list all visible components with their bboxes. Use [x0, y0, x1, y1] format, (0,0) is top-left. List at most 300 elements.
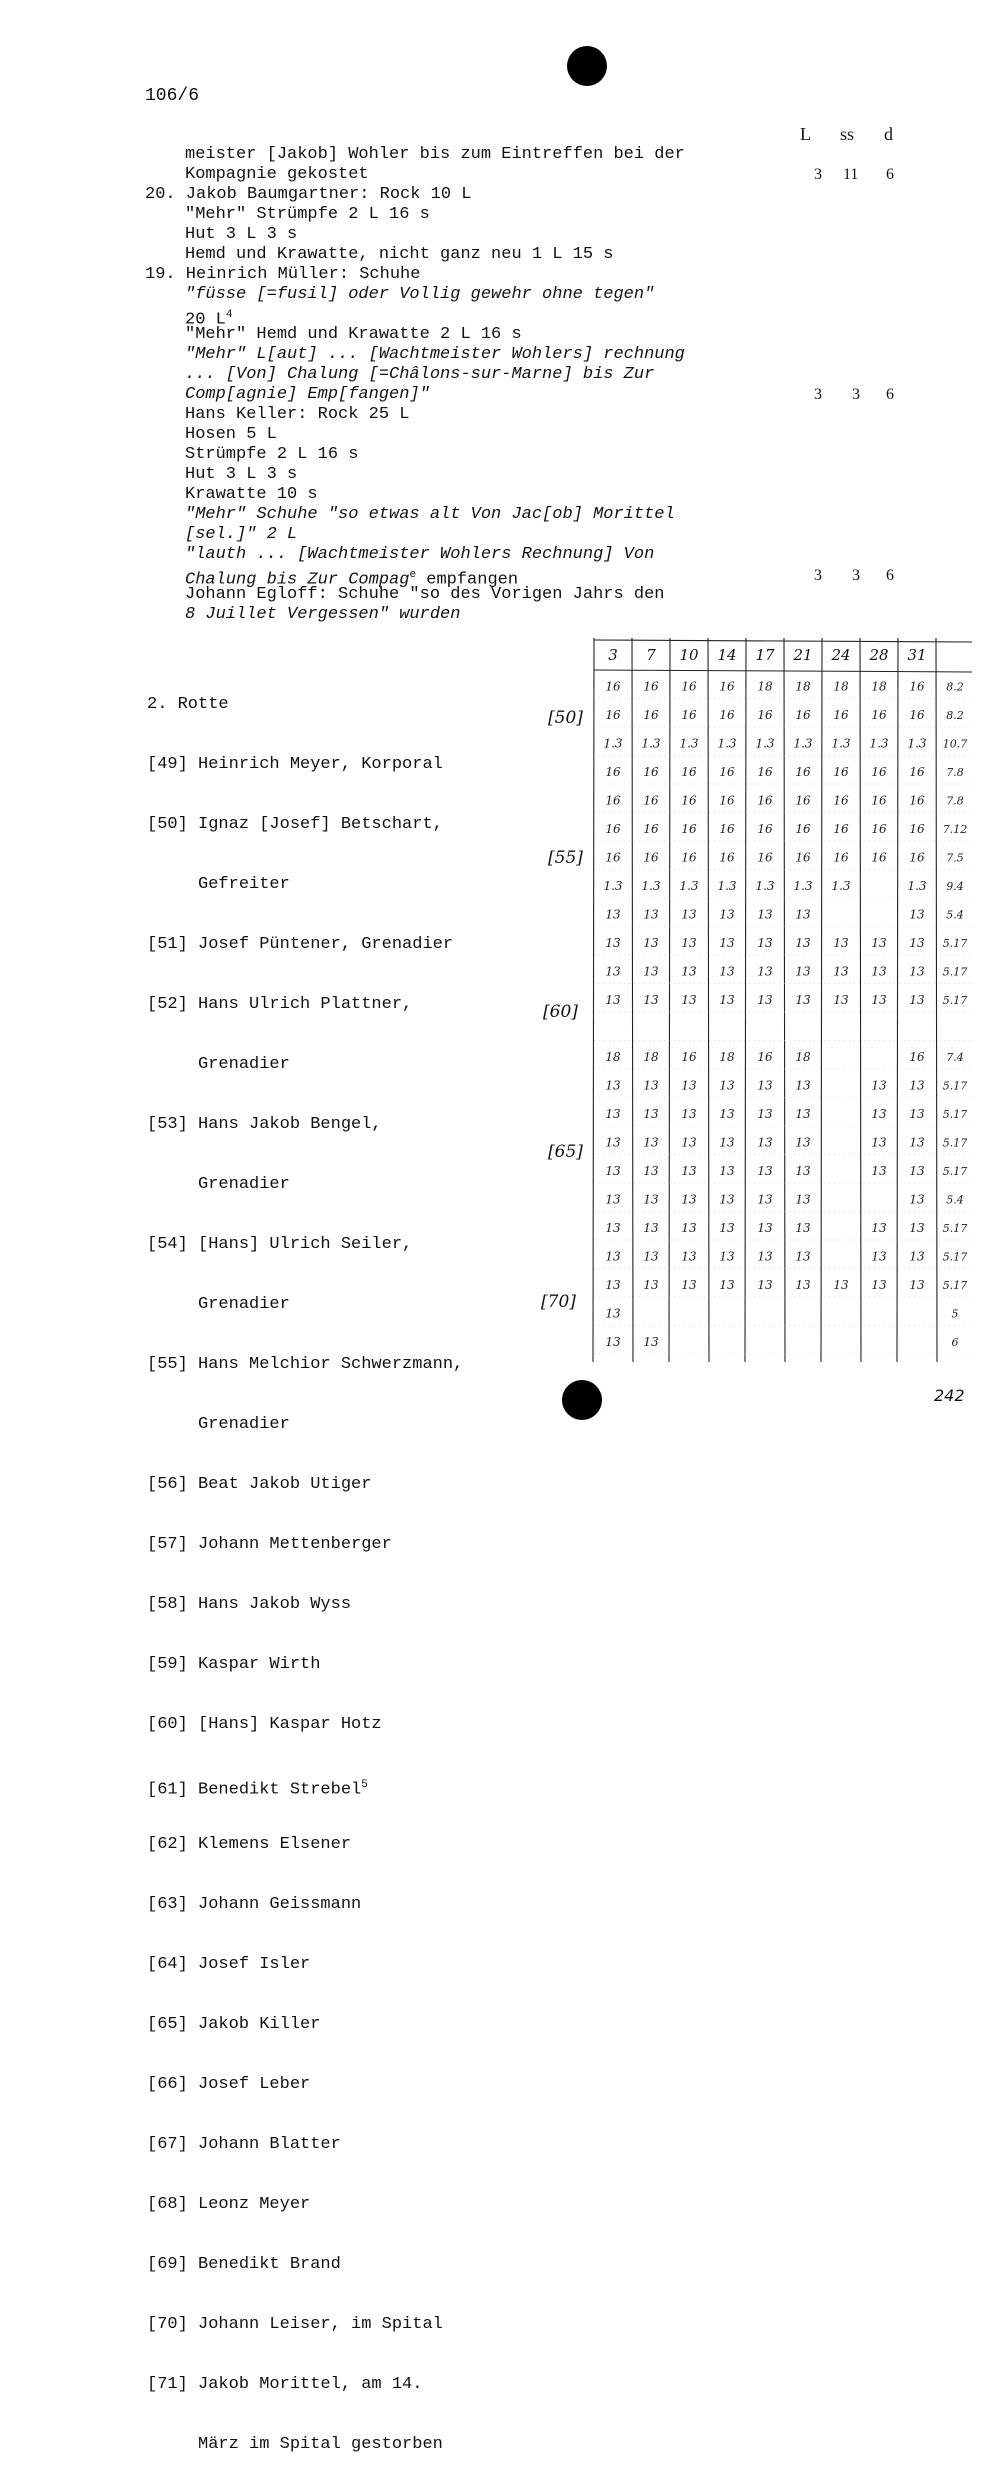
entry-line: 19. Heinrich Müller: Schuhe	[145, 265, 421, 284]
ledger-cell: 13	[719, 1221, 735, 1236]
punch-hole-bottom	[562, 1380, 602, 1420]
ledger-cell: 7.4	[946, 1051, 964, 1065]
roster-line: [49] Heinrich Meyer, Korporal	[147, 755, 443, 774]
entry-line: Hut 3 L 3 s	[185, 465, 298, 484]
roster-line: [63] Johann Geissmann	[147, 1895, 362, 1914]
ledger-cell: 13	[643, 1221, 659, 1236]
ledger-cell: 13	[681, 964, 697, 979]
ledger-cell: 16	[605, 822, 621, 837]
ledger-cell: 16	[643, 793, 659, 808]
margin-mark: [65]	[548, 1142, 583, 1162]
ledger-cell: 1.3	[603, 736, 623, 751]
roster-line: [59] Kaspar Wirth	[147, 1655, 321, 1674]
ledger-cell: 13	[909, 964, 925, 979]
ledger-cell: 13	[871, 936, 887, 951]
ledger-cell: 16	[833, 822, 849, 837]
entry-line: Hosen 5 L	[185, 425, 277, 444]
ledger-cell: 13	[643, 993, 659, 1008]
footnote-marker: 5	[361, 1779, 368, 1791]
ledger-cell: 13	[605, 1107, 621, 1122]
ledger-cell: 13	[795, 1135, 811, 1150]
entry-text-suffix: empfangen	[416, 570, 519, 590]
ledger-cell: 13	[795, 964, 811, 979]
ledger-cell: 13	[909, 1192, 925, 1207]
ledger-cell: 1.3	[603, 879, 623, 894]
ledger-cell: 16	[909, 793, 925, 808]
ledger-cell: 16	[719, 765, 735, 780]
ledger-top-line	[594, 640, 972, 642]
amount-ss: 3	[852, 386, 860, 403]
ledger-header-cell: 17	[755, 646, 775, 664]
ledger-cell: 13	[757, 1135, 773, 1150]
ledger-cell: 13	[757, 907, 773, 922]
ledger-cell: 13	[719, 964, 735, 979]
ledger-cell: 16	[643, 850, 659, 865]
ledger-column-line	[669, 638, 670, 1362]
ledger-cell: 13	[909, 907, 925, 922]
ledger-cell: 16	[605, 793, 621, 808]
ledger-cell: 13	[871, 1221, 887, 1236]
ledger-cell: 13	[871, 964, 887, 979]
amount-ss: 3	[852, 567, 860, 584]
page-stamp: 242	[934, 1386, 965, 1405]
ledger-cell: 16	[833, 708, 849, 723]
ledger-cell: 13	[605, 964, 621, 979]
ledger-cell: 8.2	[946, 680, 964, 694]
entry-line: "füsse [=fusil] oder Vollig gewehr ohne tegen"	[185, 285, 655, 304]
ledger-cell: 13	[681, 1135, 697, 1150]
ledger-cell: 13	[681, 936, 697, 951]
entry-line: Krawatte 10 s	[185, 485, 318, 504]
ledger-header-line	[594, 670, 972, 672]
margin-mark: [60]	[543, 1002, 578, 1022]
ledger-header-cell: 21	[793, 646, 813, 664]
ledger-column-line	[632, 638, 633, 1362]
ledger-cell: 13	[871, 1249, 887, 1264]
ledger-cell: 7.5	[946, 851, 964, 865]
ledger-cell: 18	[643, 1050, 659, 1065]
ledger-cell: 13	[719, 907, 735, 922]
ledger-cell: 16	[871, 850, 887, 865]
roster-line: Gefreiter	[147, 875, 290, 894]
ledger-cell: 5.17	[942, 1250, 968, 1264]
ledger-cell: 13	[605, 936, 621, 951]
ledger-cell: 5.17	[942, 1079, 968, 1093]
ledger-cell: 13	[643, 1249, 659, 1264]
entry-line: Hut 3 L 3 s	[185, 225, 298, 244]
ledger-cell: 13	[909, 1278, 925, 1293]
roster-line: [50] Ignaz [Josef] Betschart,	[147, 815, 443, 834]
ledger-cell: 13	[909, 936, 925, 951]
ledger-cell: 13	[871, 1164, 887, 1179]
ledger-cell: 18	[605, 1050, 621, 1065]
ledger-cell: 1.3	[679, 736, 699, 751]
ledger-column-line	[745, 638, 746, 1362]
ledger-cell: 16	[681, 708, 697, 723]
ledger-cell: 13	[757, 1164, 773, 1179]
ledger-column-line	[784, 638, 785, 1362]
ledger-cell: 5.17	[942, 937, 968, 951]
ledger-cell: 1.3	[907, 736, 927, 751]
ledger-cell: 13	[757, 1278, 773, 1293]
ledger-cell: 13	[643, 1278, 659, 1293]
ledger-cell: 13	[757, 1221, 773, 1236]
ledger-cell: 13	[719, 1107, 735, 1122]
ledger-column-line	[708, 638, 709, 1362]
ledger-cell: 13	[795, 1107, 811, 1122]
ledger-cell: 16	[909, 765, 925, 780]
ledger-cell: 16	[681, 822, 697, 837]
ledger-cell: 13	[681, 1278, 697, 1293]
ledger-cell: 16	[833, 793, 849, 808]
ledger-cell: 13	[909, 1135, 925, 1150]
ledger-cell: 16	[871, 822, 887, 837]
ledger-cell: 6	[951, 1336, 959, 1350]
entry-line: [sel.]" 2 L	[185, 525, 298, 544]
ledger-cell: 16	[643, 765, 659, 780]
ledger-header-cell: 24	[831, 646, 851, 664]
entry-line: "Mehr" Strümpfe 2 L 16 s	[185, 205, 430, 224]
ledger-cell: 13	[605, 1164, 621, 1179]
ledger-cell: 13	[795, 907, 811, 922]
ledger-cell: 5	[951, 1307, 959, 1321]
entry-line: ... [Von] Chalung [=Châlons-sur-Marne] bis Zur	[185, 365, 655, 384]
entry-line: "Mehr" Hemd und Krawatte 2 L 16 s	[185, 325, 522, 344]
ledger-cell: 5.17	[942, 994, 968, 1008]
ledger-cell: 13	[871, 1278, 887, 1293]
ledger-cell: 13	[757, 1107, 773, 1122]
roster-heading: 2. Rotte	[147, 695, 229, 714]
column-header-d: d	[884, 124, 893, 144]
ledger-header-cell: 3	[608, 646, 618, 664]
ledger-cell: 18	[795, 679, 811, 694]
ledger-cell: 18	[833, 679, 849, 694]
ledger-header-cell: 28	[869, 646, 889, 664]
ledger-cell: 16	[909, 708, 925, 723]
ledger-cell: 13	[605, 993, 621, 1008]
ledger-cell: 13	[605, 1192, 621, 1207]
ledger-cell: 1.3	[755, 736, 775, 751]
entry-line: 8 Juillet Vergessen" wurden	[185, 605, 461, 624]
ledger-grid	[590, 636, 972, 1366]
ledger-cell: 13	[871, 1107, 887, 1122]
ledger-cell: 1.3	[679, 879, 699, 894]
roster-line: [53] Hans Jakob Bengel,	[147, 1115, 382, 1134]
ledger-cell: 16	[681, 1050, 697, 1065]
ledger-cell: 13	[605, 1249, 621, 1264]
ledger-cell: 13	[757, 1078, 773, 1093]
ledger-cell: 13	[795, 1278, 811, 1293]
ledger-cell: 16	[909, 679, 925, 694]
ledger-cell: 16	[643, 679, 659, 694]
ledger-cell: 18	[795, 1050, 811, 1065]
ledger-cell: 16	[605, 765, 621, 780]
ledger-cell: 13	[681, 1078, 697, 1093]
ledger-column-line	[897, 638, 898, 1362]
margin-mark: [55]	[548, 848, 583, 868]
ledger-cell: 1.3	[831, 879, 851, 894]
ledger-cell: 13	[681, 907, 697, 922]
ledger-cell: 13	[643, 936, 659, 951]
amount-ss: 11	[843, 166, 859, 183]
ledger-cell: 5.17	[942, 1108, 968, 1122]
ledger-cell: 13	[643, 1078, 659, 1093]
entry-line: "lauth ... [Wachtmeister Wohlers Rechnung] Von	[185, 545, 655, 564]
ledger-column-line	[860, 638, 861, 1362]
roster-line: [56] Beat Jakob Utiger	[147, 1475, 372, 1494]
ledger-cell: 13	[719, 936, 735, 951]
roster-line: [65] Jakob Killer	[147, 2015, 321, 2034]
superscript-e: e	[409, 569, 417, 581]
ledger-cell: 9.4	[946, 880, 964, 894]
ledger-cell: 1.3	[755, 879, 775, 894]
ledger-cell: 13	[605, 1278, 621, 1293]
amount-l: 3	[814, 166, 822, 183]
ledger-cell: 13	[833, 993, 849, 1008]
ledger-cell: 13	[757, 964, 773, 979]
roster-line: [66] Josef Leber	[147, 2075, 311, 2094]
ledger-cell: 13	[719, 1164, 735, 1179]
ledger-cell: 16	[909, 822, 925, 837]
roster-line: [54] [Hans] Ulrich Seiler,	[147, 1235, 413, 1254]
ledger-cell: 13	[757, 936, 773, 951]
ledger-column-line	[593, 638, 594, 1362]
roster-line: März im Spital gestorben	[147, 2435, 443, 2454]
ledger-cell: 13	[605, 1078, 621, 1093]
entry-line: "Mehr" L[aut] ... [Wachtmeister Wohlers] rechnung	[185, 345, 685, 364]
ledger-cell: 13	[757, 1192, 773, 1207]
ledger-cell: 13	[719, 1278, 735, 1293]
ledger-cell: 13	[909, 1249, 925, 1264]
ledger-cell: 16	[795, 822, 811, 837]
column-header-l: L	[800, 124, 811, 144]
ledger-cell: 1.3	[793, 736, 813, 751]
ledger-cell: 13	[681, 993, 697, 1008]
ledger-cell: 13	[833, 936, 849, 951]
ledger-cell: 16	[795, 850, 811, 865]
ledger-cell: 1.3	[793, 879, 813, 894]
footnote-marker: 4	[225, 309, 233, 321]
ledger-cell: 1.3	[641, 736, 661, 751]
roster-line: [58] Hans Jakob Wyss	[147, 1595, 352, 1614]
ledger-cell: 16	[605, 850, 621, 865]
ledger-cell: 1.3	[717, 736, 737, 751]
roster-line: Grenadier	[147, 1175, 290, 1194]
ledger-cell: 13	[681, 1221, 697, 1236]
ledger-cell: 5.17	[942, 1165, 968, 1179]
entry-line: Kompagnie gekostet	[185, 165, 369, 184]
ledger-cell: 1.3	[907, 879, 927, 894]
ledger-cell: 16	[795, 708, 811, 723]
ledger-cell: 13	[795, 1249, 811, 1264]
roster-line: [51] Josef Püntener, Grenadier	[147, 935, 454, 954]
ledger-cell: 16	[909, 1050, 925, 1065]
entry-line: Hans Keller: Rock 25 L	[185, 405, 410, 424]
entry-line: 20. Jakob Baumgartner: Rock 10 L	[145, 185, 472, 204]
ledger-cell: 13	[643, 1135, 659, 1150]
ledger-cell: 13	[795, 1221, 811, 1236]
amount-l: 3	[814, 567, 822, 584]
roster-line: Grenadier	[147, 1055, 290, 1074]
ledger-cell: 5.17	[942, 1222, 968, 1236]
ledger-cell: 5.17	[942, 1136, 968, 1150]
roster-line: [55] Hans Melchior Schwerzmann,	[147, 1355, 464, 1374]
ledger-header-cell: 14	[717, 646, 737, 664]
ledger-cell: 16	[757, 850, 773, 865]
ledger-cell: 5.17	[942, 965, 968, 979]
ledger-cell: 16	[605, 708, 621, 723]
ledger-cell: 13	[909, 1164, 925, 1179]
ledger-cell: 18	[719, 1050, 735, 1065]
ledger-cell: 16	[757, 765, 773, 780]
ledger-cell: 13	[643, 1164, 659, 1179]
ledger-cell: 13	[681, 1164, 697, 1179]
ledger-cell: 13	[681, 1249, 697, 1264]
ledger-cell: 13	[909, 1107, 925, 1122]
ledger-cell: 13	[719, 1249, 735, 1264]
ledger-cell: 18	[871, 679, 887, 694]
ledger-cell: 16	[757, 708, 773, 723]
ledger-cell: 13	[719, 1135, 735, 1150]
ledger-cell: 1.3	[717, 879, 737, 894]
ledger-cell: 13	[757, 993, 773, 1008]
amount-d: 6	[886, 567, 894, 584]
ledger-cell: 1.3	[869, 736, 889, 751]
ledger-cell: 5.4	[946, 1193, 964, 1207]
ledger-cell: 13	[681, 1192, 697, 1207]
entry-line: meister [Jakob] Wohler bis zum Eintreffen bei der	[185, 145, 685, 164]
punch-hole-top	[567, 46, 607, 86]
ledger-cell: 7.8	[946, 794, 964, 808]
ledger-cell: 18	[757, 679, 773, 694]
amount-d: 6	[886, 386, 894, 403]
ledger-cell: 13	[757, 1249, 773, 1264]
ledger-cell: 13	[833, 1278, 849, 1293]
ledger-cell: 16	[681, 679, 697, 694]
ledger-cell: 16	[719, 793, 735, 808]
ledger-cell: 13	[605, 1221, 621, 1236]
entry-text: Chalung bis Zur Compag	[185, 570, 410, 590]
ledger-cell: 16	[833, 765, 849, 780]
roster	[147, 655, 463, 2475]
ledger-header-cell: 10	[679, 646, 699, 664]
ledger-cell: 13	[795, 993, 811, 1008]
ledger-cell: 13	[643, 1107, 659, 1122]
roster-line: [69] Benedikt Brand	[147, 2255, 341, 2274]
ledger-cell: 13	[643, 964, 659, 979]
ledger-column-line	[821, 638, 822, 1362]
roster-line: [60] [Hans] Kaspar Hotz	[147, 1715, 382, 1734]
ledger-header-cell: 7	[646, 646, 656, 664]
entry-line: Johann Egloff: Schuhe "so des Vorigen Jahrs den	[185, 585, 665, 604]
ledger-cell: 16	[681, 793, 697, 808]
entry-text: 20 L	[185, 310, 226, 330]
ledger-cell: 1.3	[831, 736, 851, 751]
roster-line: Grenadier	[147, 1415, 290, 1434]
ledger-cell: 1.3	[641, 879, 661, 894]
roster-line: [71] Jakob Morittel, am 14.	[147, 2375, 423, 2394]
roster-line: [67] Johann Blatter	[147, 2135, 341, 2154]
margin-mark: [70]	[541, 1292, 576, 1312]
entry-line: Comp[agnie] Emp[fangen]"	[185, 385, 430, 404]
ledger-header-cell: 31	[907, 646, 927, 664]
ledger-cell: 16	[757, 793, 773, 808]
ledger-cell: 5.17	[942, 1279, 968, 1293]
ledger-cell: 16	[795, 765, 811, 780]
page-number: 106/6	[145, 86, 200, 106]
ledger-cell: 13	[795, 1164, 811, 1179]
ledger-cell: 13	[909, 993, 925, 1008]
ledger-cell: 13	[871, 1078, 887, 1093]
ledger-cell: 13	[719, 1078, 735, 1093]
roster-line: [52] Hans Ulrich Plattner,	[147, 995, 413, 1014]
ledger-cell: 13	[719, 1192, 735, 1207]
ledger-cell: 13	[643, 907, 659, 922]
roster-line: [57] Johann Mettenberger	[147, 1535, 392, 1554]
ledger-cell: 13	[909, 1078, 925, 1093]
ledger-cell: 16	[643, 822, 659, 837]
ledger-cell: 8.2	[946, 709, 964, 723]
roster-line: [70] Johann Leiser, im Spital	[147, 2315, 443, 2334]
ledger-cell: 16	[719, 679, 735, 694]
ledger-cell: 16	[871, 708, 887, 723]
amount-l: 3	[814, 386, 822, 403]
ledger-cell: 13	[605, 907, 621, 922]
ledger-cell: 16	[795, 793, 811, 808]
ledger-cell: 13	[795, 1192, 811, 1207]
amount-d: 6	[886, 166, 894, 183]
ledger-cell: 13	[909, 1221, 925, 1236]
entry-line: "Mehr" Schuhe "so etwas alt Von Jac[ob] Morittel	[185, 505, 675, 524]
ledger-cell: 13	[605, 1335, 621, 1350]
ledger-cell: 16	[719, 708, 735, 723]
ledger-cell: 7.8	[946, 766, 964, 780]
entry-line: Strümpfe 2 L 16 s	[185, 445, 359, 464]
ledger-cell: 16	[757, 1050, 773, 1065]
column-header-ss: ss	[840, 124, 855, 144]
ledger-cell: 13	[795, 1078, 811, 1093]
roster-line	[147, 1775, 463, 1800]
ledger-cell: 16	[871, 793, 887, 808]
ledger-cell: 16	[605, 679, 621, 694]
ledger-cell: 13	[719, 993, 735, 1008]
ledger-cell: 16	[719, 850, 735, 865]
entry-line: Hemd und Krawatte, nicht ganz neu 1 L 15 s	[185, 245, 614, 264]
margin-mark: [50]	[548, 708, 583, 728]
ledger-cell: 13	[681, 1107, 697, 1122]
ledger-cell: 16	[871, 765, 887, 780]
ledger-cell: 16	[681, 765, 697, 780]
ledger-cell: 13	[605, 1135, 621, 1150]
roster-line: Grenadier	[147, 1295, 290, 1314]
ledger-cell: 13	[643, 1335, 659, 1350]
roster-line: [68] Leonz Meyer	[147, 2195, 311, 2214]
ledger-column-line	[936, 638, 937, 1362]
ledger-cell: 16	[757, 822, 773, 837]
ledger-cell: 16	[909, 850, 925, 865]
ledger-cell: 5.4	[946, 908, 964, 922]
roster-line-text: [61] Benedikt Strebel	[147, 1780, 362, 1800]
ledger-cell: 13	[871, 993, 887, 1008]
ledger-cell: 16	[833, 850, 849, 865]
ledger-cell: 13	[795, 936, 811, 951]
ledger-cell: 16	[681, 850, 697, 865]
ledger-cell: 10.7	[942, 737, 968, 751]
ledger-cell: 13	[833, 964, 849, 979]
ledger-cell: 16	[643, 708, 659, 723]
ledger-cell: 13	[871, 1135, 887, 1150]
ledger-cell: 16	[719, 822, 735, 837]
